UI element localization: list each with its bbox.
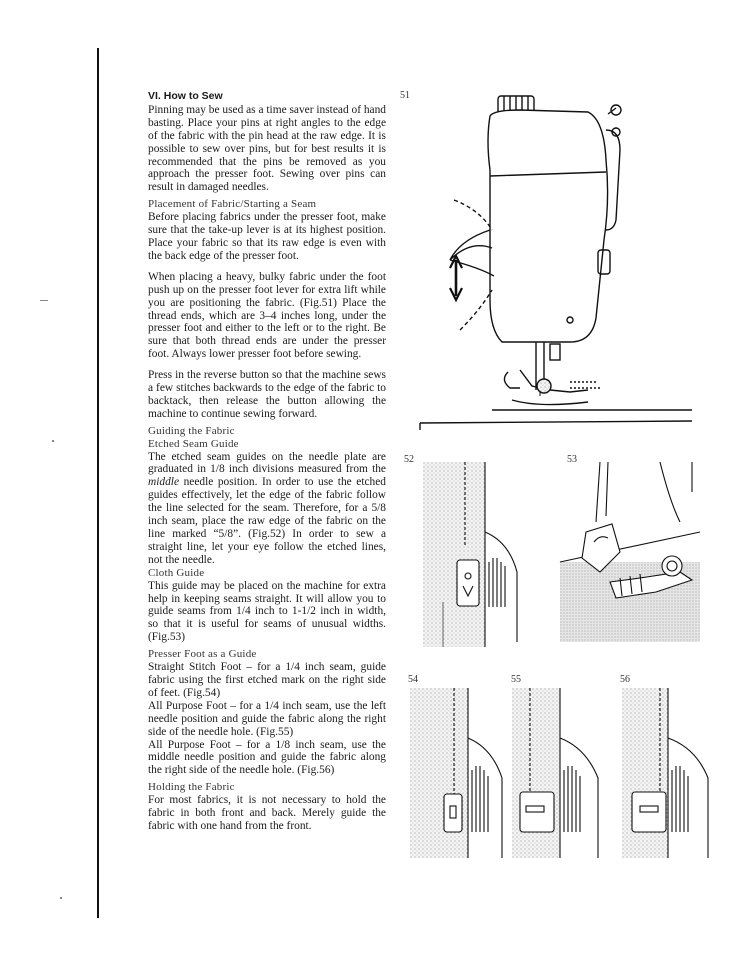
etched-paragraph: The etched seam guides on the needle plate are graduated in 1/8 inch divisions measured from the middle needle position. In order to use the etched guides effectively, let the edge of the fabric follow the line selected for the seam. Therefore, for a 5/8 inch seam, place the raw edge of the fabric on the line marked “5/8”. (Fig.52) In order to sew a straight line, let your eye follow the etched lines, not the needle.	[148, 450, 386, 566]
all-purpose-paragraph-2: All Purpose Foot – for a 1/8 inch seam, use the middle needle position and guide the fabric along the right side of the needle hole. (Fig.56)	[148, 738, 386, 777]
scan-speck	[40, 300, 48, 301]
fig-55-all-purpose-foot-left-illustration	[512, 688, 612, 858]
guiding-heading: Guiding the Fabric	[148, 424, 235, 437]
fig-56-all-purpose-foot-middle-illustration	[622, 688, 722, 858]
fig-51-sewing-machine-illustration	[420, 90, 700, 435]
straight-stitch-paragraph: Straight Stitch Foot – for a 1/4 inch seam, guide fabric using the first etched mark on the right side of feet. (Fig.54)	[148, 661, 386, 699]
placement-paragraph-2: When placing a heavy, bulky fabric under the foot push up on the presser foot lever for extra lift while you are positioning the fabric. (Fig.51) Place the thread ends, which are 3–4 inches long, under the presser foot and either to the left or to the right. Be sure that both thread ends are under the presser foot. Always lower presser foot before sewing.	[148, 270, 386, 361]
etched-emphasis: middle	[148, 476, 180, 489]
fig-53-cloth-guide-illustration	[560, 462, 700, 642]
fig-55-number: 55	[511, 674, 521, 685]
scan-speck	[52, 440, 54, 442]
margin-rule	[97, 48, 99, 918]
fig-54-straight-stitch-foot-illustration	[410, 688, 510, 858]
section-title: VI. How to Sew	[148, 90, 223, 102]
fig-56-number: 56	[620, 674, 630, 685]
cloth-heading: Cloth Guide	[148, 566, 205, 579]
fig-54-number: 54	[408, 674, 418, 685]
intro-paragraph: Pinning may be used as a time saver instead of hand basting. Place your pins at right angles to the edge of the fabric with the pin head at the raw edge. It is possible to sew over pins, but for best results it is recommended that the pins be removed as you approach the presser foot. Sewing over pins can result in damaged needles.	[148, 103, 386, 194]
scan-speck	[60, 897, 62, 899]
fig-53-number: 53	[567, 454, 577, 465]
fig-52-etched-guide-illustration	[423, 462, 523, 647]
placement-paragraph-3: Press in the reverse button so that the machine sews a few stitches backwards to the edge of the fabric to backtack, then release the button allowing the machine to continue sewing forward.	[148, 369, 386, 420]
all-purpose-paragraph-1: All Purpose Foot – for a 1/4 inch seam, use the left needle position and guide the fabric along the right side of the needle hole. (Fig.55)	[148, 699, 386, 738]
fig-52-number: 52	[404, 454, 414, 465]
placement-heading: Placement of Fabric/Starting a Seam	[148, 198, 317, 211]
holding-heading: Holding the Fabric	[148, 781, 235, 794]
placement-paragraph-1: Before placing fabrics under the presser foot, make sure that the take-up lever is at its highest position. Place your fabric so that its raw edge is even with the back edge of the presser foot.	[148, 211, 386, 262]
holding-paragraph: For most fabrics, it is not necessary to hold the fabric in both front and back. Merely guide the fabric with one hand from the front.	[148, 794, 386, 832]
text-column	[148, 90, 386, 832]
etched-heading: Etched Seam Guide	[148, 437, 239, 450]
presser-guide-heading: Presser Foot as a Guide	[148, 648, 257, 661]
fig-51-number: 51	[400, 90, 410, 101]
cloth-paragraph: This guide may be placed on the machine for extra help in keeping seams straight. It will allow you to guide seams from 1/4 inch to 1-1/2 inch in width, so that it is useful for seams of unusual widths. (Fig.53)	[148, 579, 386, 644]
